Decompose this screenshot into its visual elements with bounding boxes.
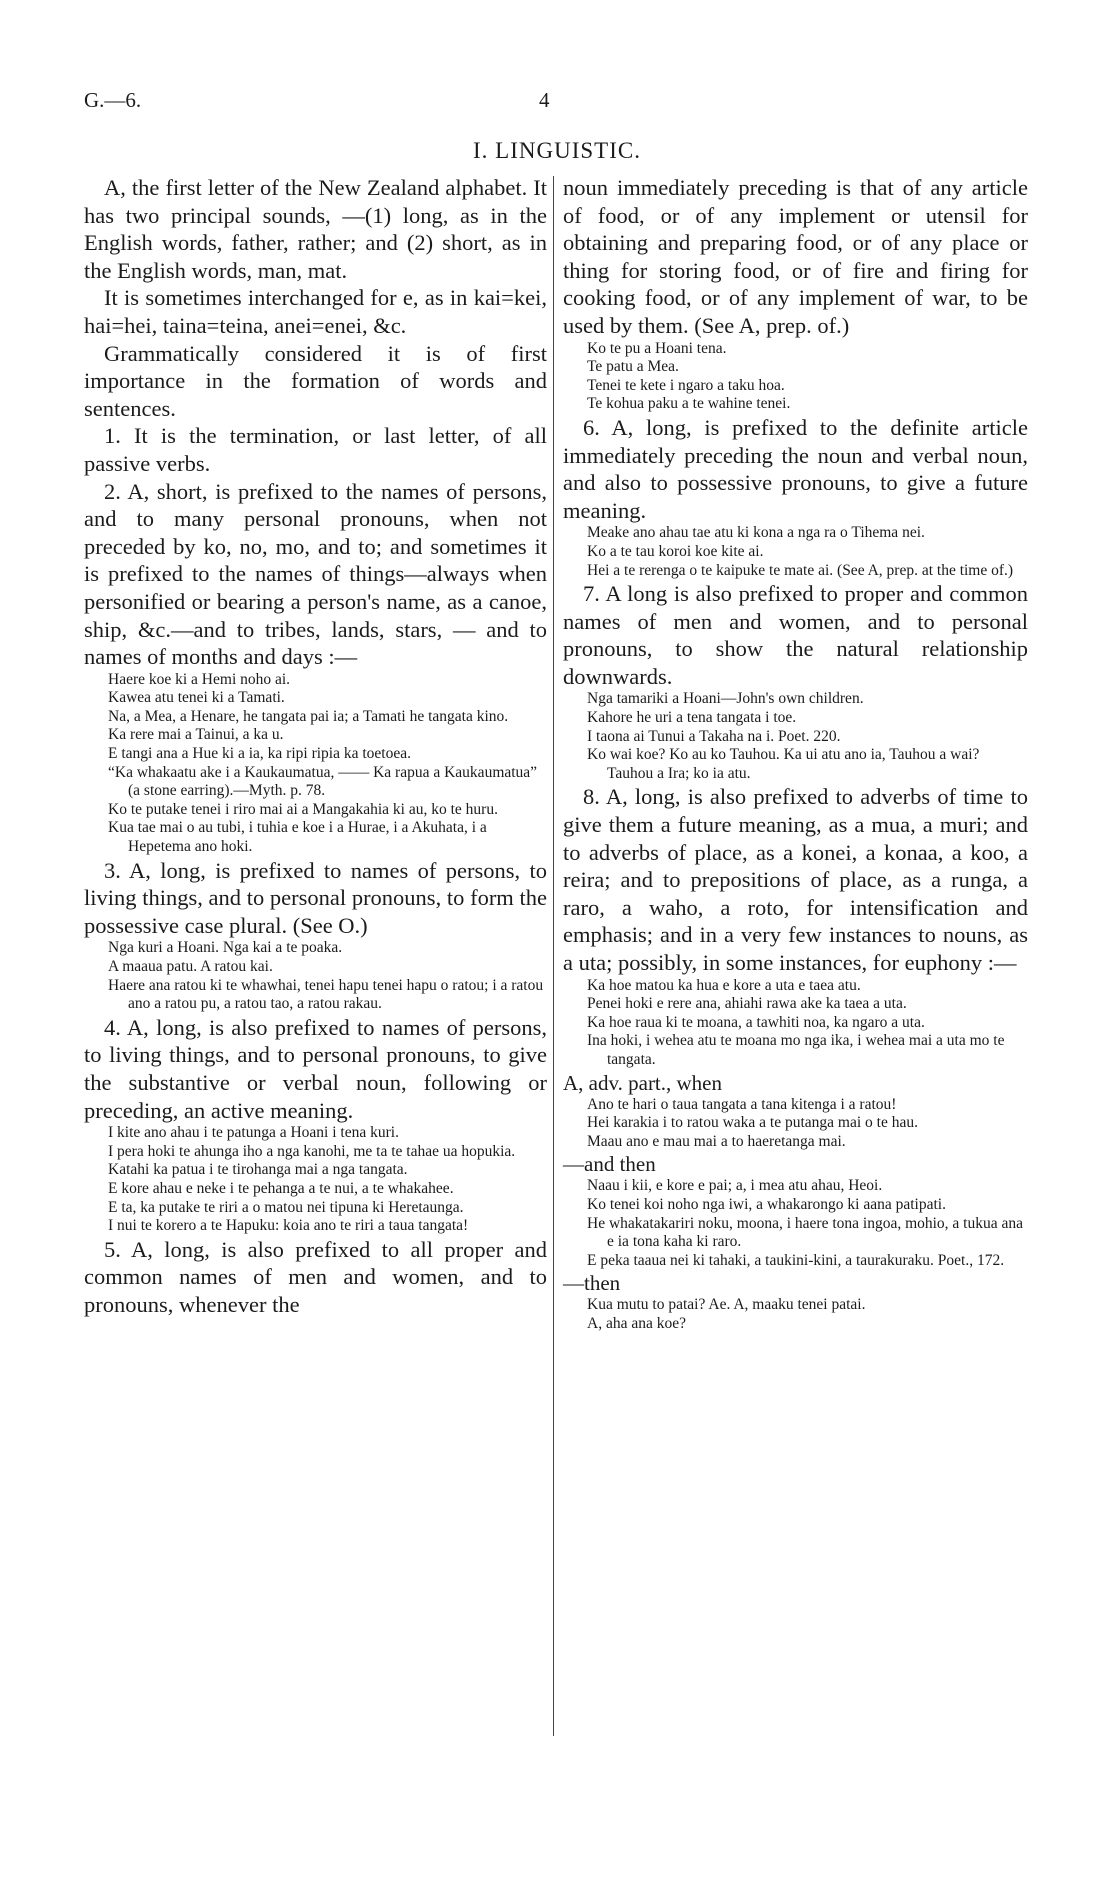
page-number: 4 (539, 88, 550, 112)
example-line: Maau ano e mau mai a to haeretanga mai. (587, 1132, 846, 1150)
example-line: Katahi ka patua i te tirohanga mai a nga tangata. (108, 1161, 408, 1179)
document-code: G.—6. (84, 88, 142, 112)
example-line: I pera hoki te ahunga iho a nga kanohi, me ta te tahae ua hopukia. (108, 1142, 516, 1160)
example-line: “Ka whakaatu ake i a Kaukaumatua, —— Ka rapua a Kaukaumatua” (a stone earring).—Myth. p. 78. (108, 763, 538, 800)
example-line: I taona ai Tunui a Takaha na i. Poet. 220. (587, 727, 841, 745)
example-line: Kua tae mai o au tubi, i tuhia e koe i a Hurae, i a Akuhata, i a Hepetema ano hoki. (108, 819, 487, 856)
running-header (84, 88, 1030, 118)
example-line: Ka rere mai a Tainui, a ka u. (108, 726, 284, 744)
paragraph-rule-6: 6. A, long, is prefixed to the definite article immediately preceding the noun and verbal noun, and also to possessive pronouns, to give a future meaning. (563, 414, 1028, 523)
example-line: Ka hoe raua ki te moana, a tawhiti noa, ka ngaro a uta. (587, 1013, 925, 1031)
example-line: Ina hoki, i wehea atu te moana mo nga ika, i wehea mai a uta mo te tangata. (587, 1032, 1005, 1068)
paragraph-rule-3: 3. A, long, is prefixed to names of persons, to living things, and to personal pronouns, to form the possessive case plural. (See O.) (84, 857, 547, 938)
paragraph-interchange: It is sometimes interchanged for e, as in kai=kei, hai=hei, taina=teina, anei=enei, &c. (84, 285, 547, 338)
subheading-and-then: —and then (563, 1152, 656, 1177)
example-line: E kore ahau e neke i te pehanga a te nui, a te whakahee. (108, 1179, 454, 1197)
example-line: I kite ano ahau i te patunga a Hoani i tena kuri. (108, 1124, 399, 1142)
example-line: Ko te putake tenei i riro mai ai a Mangakahia ki au, ko te huru. (108, 800, 498, 818)
paragraph-grammar: Grammatically considered it is of first importance in the formation of words and sentences. (84, 340, 547, 421)
example-line: Naau i kii, e kore e pai; a, i mea atu ahau, Heoi. (587, 1177, 883, 1195)
right-column (563, 174, 1028, 1334)
section-title: I. LINGUISTIC. (473, 138, 641, 163)
example-line: Penei hoki e rere ana, ahiahi rawa ake ka taea a uta. (587, 995, 907, 1013)
example-line: Tenei te kete i ngaro a taku hoa. (587, 376, 785, 394)
example-line: Te patu a Mea. (587, 358, 679, 376)
paragraph-rule-5: 5. A, long, is also prefixed to all proper and common names of men and women, and to pronouns, whenever the (84, 1236, 547, 1317)
example-line: I nui te korero a te Hapuku: koia ano te riri a taua tangata! (108, 1217, 469, 1235)
example-line: E ta, ka putake te riri a o matou nei tipuna ki Heretaunga. (108, 1198, 464, 1216)
subheading-then: —then (563, 1271, 621, 1296)
example-line: Hei a te rerenga o te kaipuke te mate ai. (See A, prep. at the time of.) (587, 561, 1014, 579)
paragraph-rule-2: 2. A, short, is prefixed to the names of persons, and to many personal pronouns, when not preceded by ko, no, mo, and to; and sometimes it is prefixed to the names of things—always when personified or bearing a person's name, as a canoe, ship, &c.—and to tribes, lands, stars, — and to names of months and days :— (84, 478, 547, 670)
example-line: A maaua patu. A ratou kai. (108, 958, 273, 975)
example-line: Nga kuri a Hoani. Nga kai a te poaka. (108, 939, 343, 957)
example-line: E tangi ana a Hue ki a ia, ka ripi ripia ka toetoea. (108, 745, 411, 763)
paragraph-rule-8: 8. A, long, is also prefixed to adverbs of time to give them a future meaning, as a mua, a muri; and to adverbs of place, as a konei, a konaa, a koo, a reira; and to prepositions of place, as a runga, a raro, a waho, a roto, for intensification and emphasis; and in a very few instances to nouns, as a uta; possibly, in some instances, for euphony :— (563, 784, 1028, 975)
example-line: Kua mutu to patai? Ae. A, maaku tenei patai. (587, 1296, 866, 1314)
example-line: Nga tamariki a Hoani—John's own children. (587, 690, 864, 708)
paragraph-rule-4: 4. A, long, is also prefixed to names of persons, to living things, and to personal pronouns, to give the substantive or verbal noun, following or preceding, an active meaning. (84, 1014, 547, 1123)
example-line: Meake ano ahau tae atu ki kona a nga ra o Tihema nei. (587, 524, 925, 542)
column-divider (553, 176, 554, 1736)
subheading-adverbial-particle: A, adv. part., when (563, 1070, 723, 1095)
paragraph-definition: A, the first letter of the New Zealand alphabet. It has two principal sounds, —(1) long, as in the English words, father, rather; and (2) short, as in the English words, man, mat. (84, 175, 547, 283)
example-line: Ko wai koe? Ko au ko Tauhou. Ka ui atu ano ia, Tauhou a wai? Tauhou a Ira; ko ia atu. (587, 746, 980, 782)
example-line: E peka taaua nei ki tahaki, a taukini-kini, a taurakuraku. Poet., 172. (587, 1251, 1005, 1269)
example-line: Na, a Mea, a Henare, he tangata pai ia; a Tamati he tangata kino. (108, 707, 509, 725)
example-line: Haere koe ki a Hemi noho ai. (108, 670, 291, 688)
paragraph-rule-7: 7. A long is also prefixed to proper and common names of men and women, and to personal pronouns, to show the natural relationship downwards. (563, 581, 1028, 689)
left-column (84, 174, 547, 1319)
example-line: Hei karakia i to ratou waka a te putanga mai o te hau. (587, 1114, 918, 1132)
example-line: Ka hoe matou ka hua e kore a uta e taea atu. (587, 976, 861, 994)
example-line: He whakatakariri noku, moona, i haere tona ingoa, mohio, a tukua ana e ia tona kaha ki raro. (587, 1214, 1024, 1251)
example-line: Ano te hari o taua tangata a tana kitenga i a ratou! (587, 1095, 897, 1113)
example-line: Ko tenei koi noho nga iwi, a whakarongo ki aana patipati. (587, 1195, 946, 1213)
example-line: Kahore he uri a tena tangata i toe. (587, 709, 797, 727)
example-line: Ko te pu a Hoani tena. (587, 339, 727, 357)
example-line: Haere ana ratou ki te whawhai, tenei hapu tenei hapu o ratou; i a ratou ano a ratou pu, a ratou tao, a ratou rakau. (108, 976, 544, 1013)
example-line: Te kohua paku a te wahine tenei. (587, 395, 791, 413)
example-line: Ko a te tau koroi koe kite ai. (587, 542, 764, 560)
example-line: A, aha ana koe? (587, 1314, 686, 1332)
example-line: Kawea atu tenei ki a Tamati. (108, 689, 285, 707)
paragraph-rule-1: 1. It is the termination, or last letter, of all passive verbs. (84, 423, 547, 476)
paragraph-rule-5-continued: noun immediately preceding is that of any article of food, or of any implement or utensil for obtaining and preparing food, or of any place or thing for storing food, or of fire and firing for cooking food, or of any implement of war, to be used by them. (See A, prep. of.) (563, 175, 1028, 338)
